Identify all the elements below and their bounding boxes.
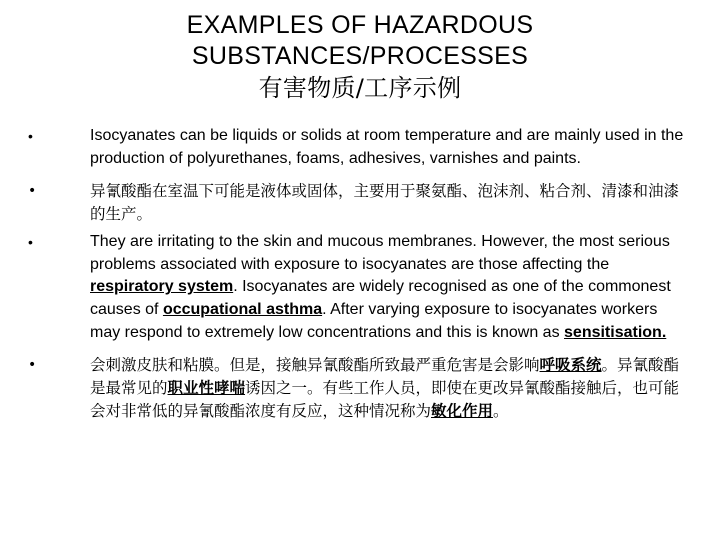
key-term-respiratory-system-cn: 呼吸系统: [539, 356, 602, 375]
bullet-text: Isocyanates can be liquids or solids at room temperature and are mainly used in the production of polyurethanes, foams, adhesives, varnishes and paints.: [90, 127, 684, 167]
title-line-3-chinese: 有害物质/工序示例: [258, 74, 462, 102]
key-term-sensitisation-cn: 敏化作用: [431, 402, 494, 421]
bullet-text-part: 诱因之一。有些工作人员，即使在更改异氰酸酯接触后，也可能会对非常低的异氰酸酯浓度有反应，这种情况称为: [90, 379, 680, 421]
page-title: [0, 10, 720, 104]
bullet-icon: •: [28, 234, 33, 251]
bullet-text-part: 。异氰酸酯是最常见的: [90, 356, 680, 398]
bullet-icon: •: [28, 128, 33, 144]
bullet-text-part: 会刺激皮肤和粘膜。但是，接触异氰酸酯所致最严重危害是会影响: [90, 356, 540, 375]
bullet-text-part: . Isocyanates are widely recognised as one of the commonest causes of: [90, 278, 671, 318]
bullet-text: 异氰酸酯在室温下可能是液体或固体，主要用于聚氨酯、泡沫剂、粘合剂、清漆和油漆的生产。: [90, 182, 680, 224]
key-term-occupational-asthma-cn: 职业性哮喘: [167, 379, 246, 398]
bullet-item-3: [28, 231, 688, 344]
bullet-text-part: 。: [493, 402, 509, 421]
bullet-icon: •: [28, 357, 37, 374]
title-line-2: SUBSTANCES/PROCESSES: [191, 42, 529, 70]
bullet-text-part: . After varying exposure to isocyanates workers may respond to extremely low concentrations and this is known as: [90, 300, 658, 341]
title-line-1: EXAMPLES OF HAZARDOUS: [186, 11, 534, 39]
key-term-sensitisation: sensitisation.: [564, 323, 667, 341]
bullet-list: [28, 125, 688, 423]
bullet-item-2: [28, 180, 688, 226]
bullet-text-part: They are irritating to the skin and mucous membranes. However, the most serious problems associated with exposure to isocyanates are those affecting the: [90, 233, 670, 273]
key-term-occupational-asthma: occupational asthma: [162, 300, 323, 318]
bullet-item-1: [28, 125, 688, 170]
key-term-respiratory-system: respiratory system: [90, 278, 234, 296]
bullet-icon: •: [28, 183, 37, 200]
bullet-item-4: [28, 354, 688, 423]
